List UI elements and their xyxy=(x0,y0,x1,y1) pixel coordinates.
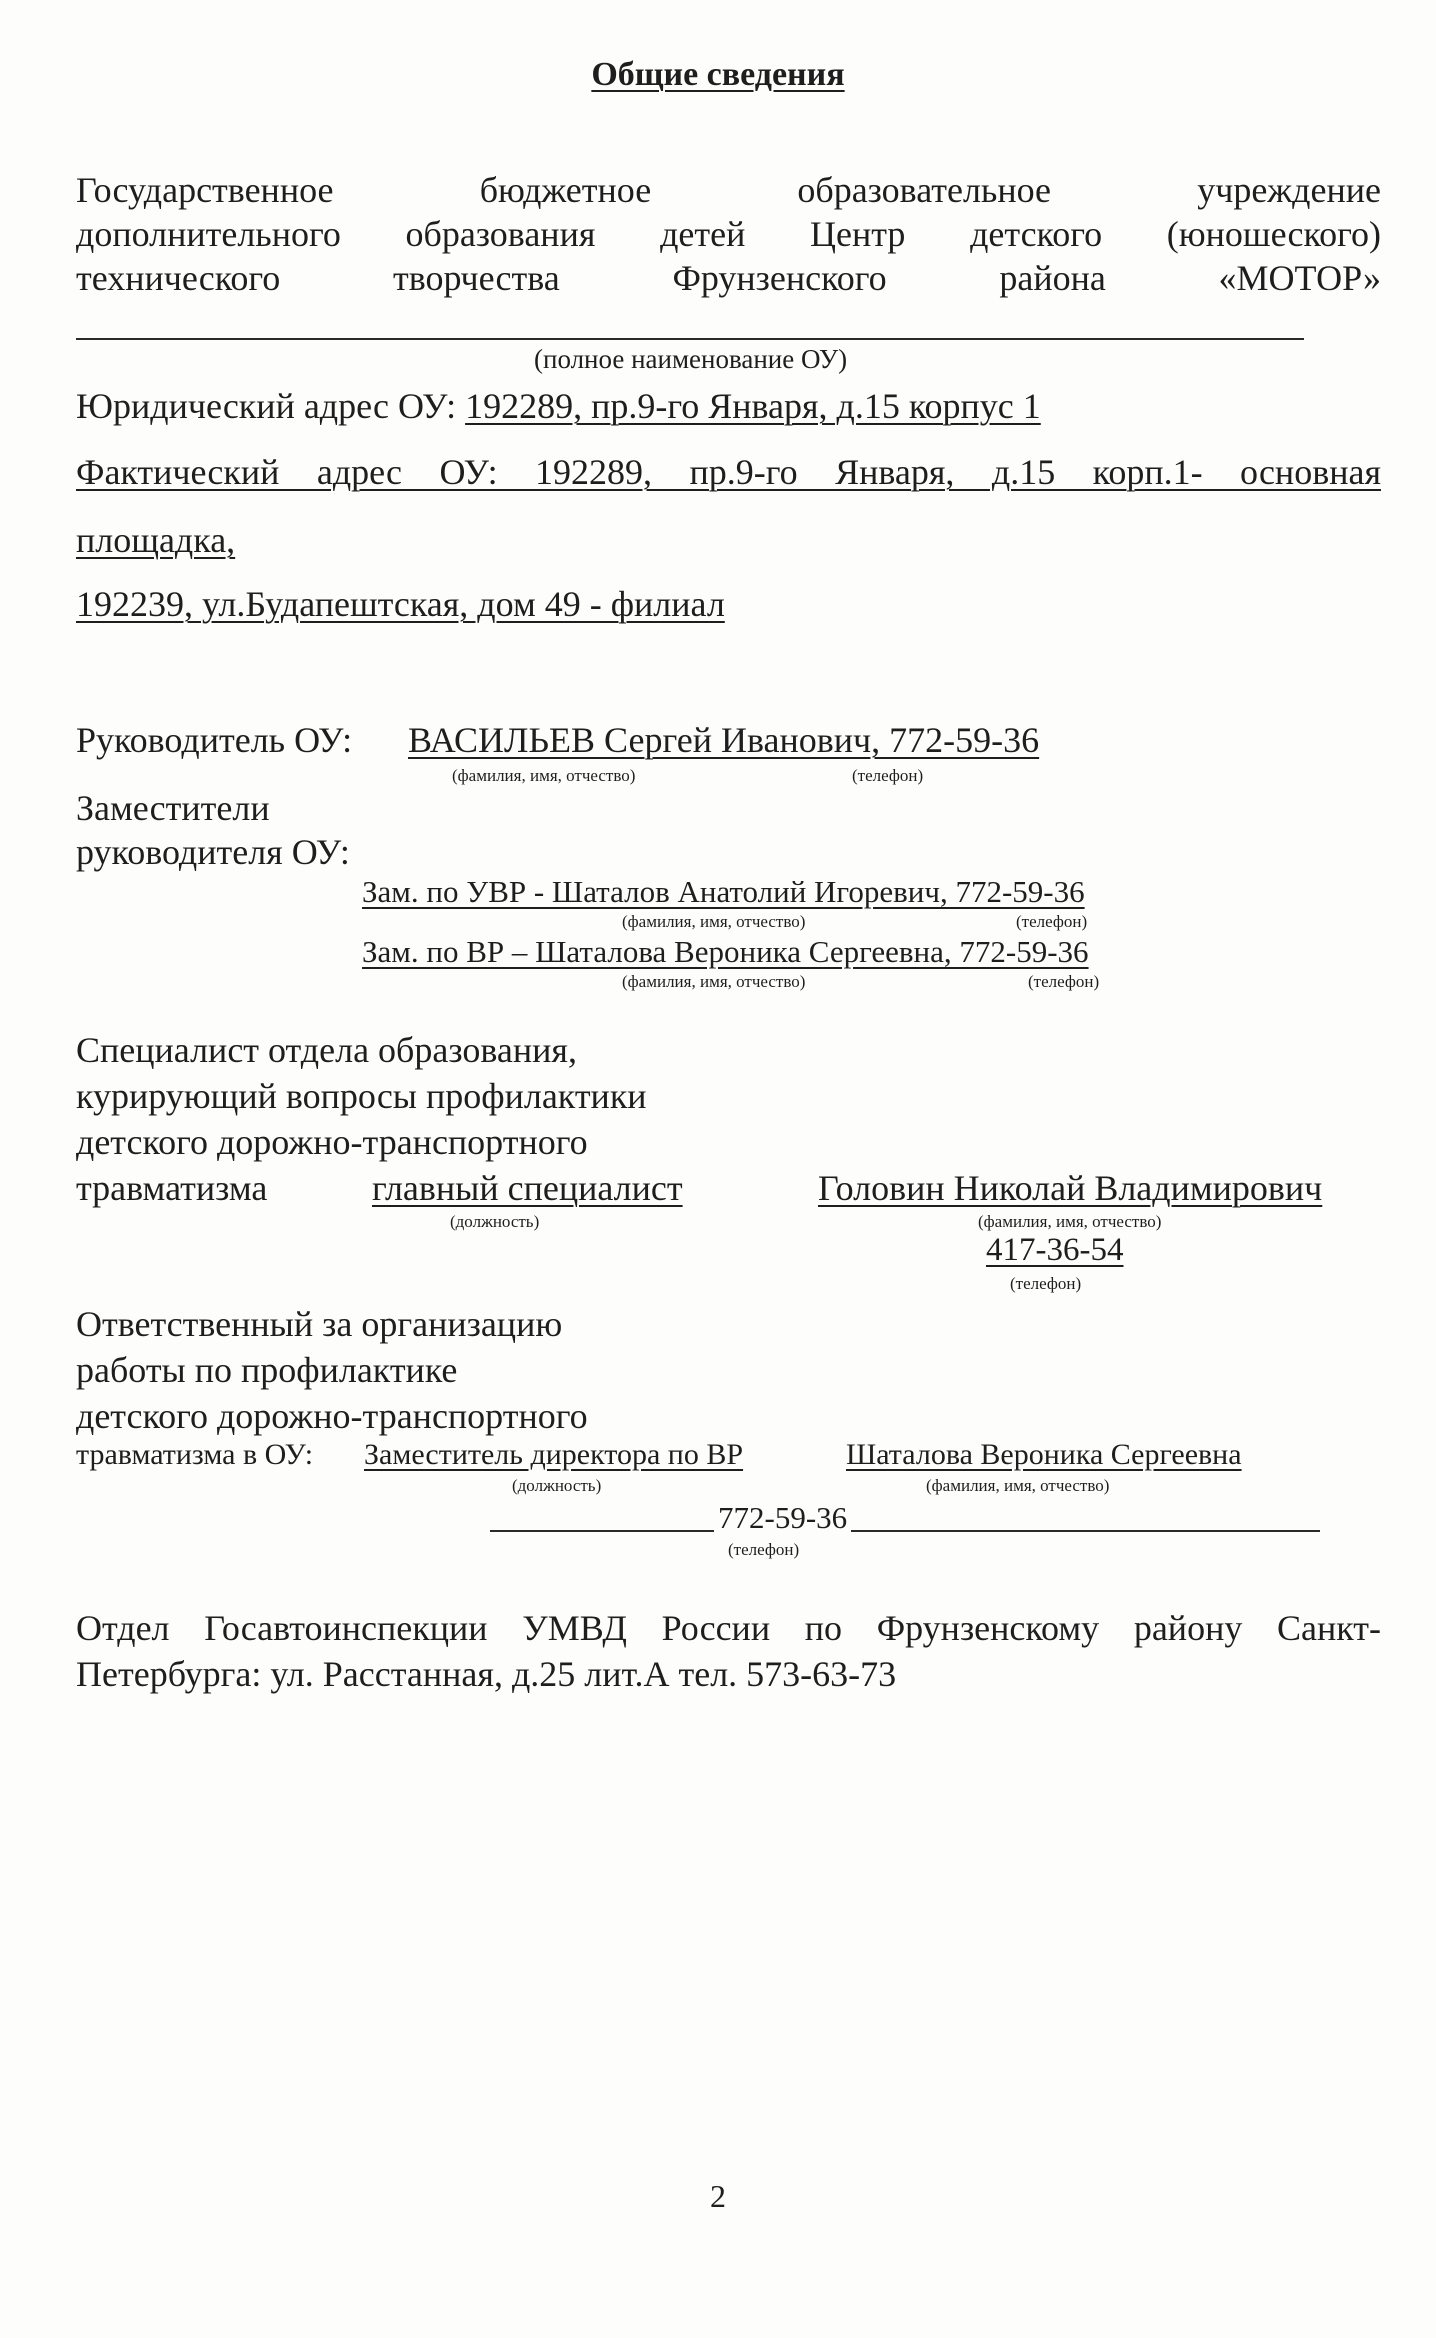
page-number: 2 xyxy=(710,2178,726,2214)
specialist-phone-caption: (телефон) xyxy=(1010,1274,1082,1293)
actual-address-line-1: Фактический адрес ОУ: 192289, пр.9-го Января, д.15 корп.1- основная xyxy=(76,452,1381,492)
deputy-uvr: Зам. по УВР - Шаталов Анатолий Игоревич, 772-59-36 xyxy=(362,874,1085,909)
responsible-line-1: Ответственный за организацию xyxy=(76,1304,563,1344)
specialist-position-caption: (должность) xyxy=(450,1212,540,1231)
responsible-position: Заместитель директора по ВР xyxy=(364,1438,744,1471)
legal-address-value: 192289, пр.9-го Января, д.15 корпус 1 xyxy=(465,386,1041,426)
responsible-phone: 772-59-36 xyxy=(714,1500,851,1536)
responsible-line-2: работы по профилактике xyxy=(76,1350,458,1390)
legal-address-label: Юридический адрес ОУ: xyxy=(76,386,457,426)
actual-address-line-2: площадка, xyxy=(76,520,236,560)
page-title: Общие сведения xyxy=(591,56,845,93)
specialist-phone: 417-36-54 xyxy=(986,1232,1124,1268)
specialist-line-1: Специалист отдела образования, xyxy=(76,1030,577,1070)
traffic-police-line-2: Петербурга: ул. Расстанная, д.25 лит.А тел. 573-63-73 xyxy=(76,1654,897,1694)
institution-caption: (полное наименование ОУ) xyxy=(534,344,848,374)
institution-blank-line xyxy=(76,338,1304,340)
specialist-line-2: курирующий вопросы профилактики xyxy=(76,1076,647,1116)
head-value: ВАСИЛЬЕВ Сергей Иванович, 772-59-36 xyxy=(408,720,1040,760)
responsible-line-4: травматизма в ОУ: xyxy=(76,1438,314,1471)
deputy-uvr-caption-phone: (телефон) xyxy=(1016,912,1088,931)
responsible-name: Шаталова Вероника Сергеевна xyxy=(846,1438,1242,1471)
specialist-position: главный специалист xyxy=(372,1168,683,1208)
deputy-vr-caption-name: (фамилия, имя, отчество) xyxy=(622,972,806,991)
responsible-name-caption: (фамилия, имя, отчество) xyxy=(926,1476,1110,1495)
deputy-uvr-caption-name: (фамилия, имя, отчество) xyxy=(622,912,806,931)
head-caption-name: (фамилия, имя, отчество) xyxy=(452,766,636,785)
responsible-position-caption: (должность) xyxy=(512,1476,602,1495)
traffic-police-line-1: Отдел Госавтоинспекции УМВД России по Фрунзенскому району Санкт- xyxy=(76,1608,1381,1648)
responsible-phone-line xyxy=(490,1530,1320,1532)
head-caption-phone: (телефон) xyxy=(852,766,924,785)
deputies-label-1: Заместители xyxy=(76,788,270,828)
responsible-line-3: детского дорожно-транспортного xyxy=(76,1396,588,1436)
specialist-name-caption: (фамилия, имя, отчество) xyxy=(978,1212,1162,1231)
actual-address-line-3: 192239, ул.Будапештская, дом 49 - филиал xyxy=(76,584,725,624)
specialist-name: Головин Николай Владимирович xyxy=(818,1168,1323,1208)
head-label: Руководитель ОУ: xyxy=(76,720,353,760)
institution-line-2: дополнительного образования детей Центр детского (юношеского) xyxy=(76,214,1381,254)
deputy-vr: Зам. по ВР – Шаталова Вероника Сергеевна, 772-59-36 xyxy=(362,934,1089,969)
specialist-line-4: травматизма xyxy=(76,1168,268,1208)
specialist-line-3: детского дорожно-транспортного xyxy=(76,1122,588,1162)
deputy-vr-caption-phone: (телефон) xyxy=(1028,972,1100,991)
deputies-label-2: руководителя ОУ: xyxy=(76,832,350,872)
institution-line-1: Государственное бюджетное образовательное учреждение xyxy=(76,170,1381,210)
responsible-phone-caption: (телефон) xyxy=(728,1540,800,1559)
institution-line-3: технического творчества Фрунзенского района «МОТОР» xyxy=(76,258,1381,298)
